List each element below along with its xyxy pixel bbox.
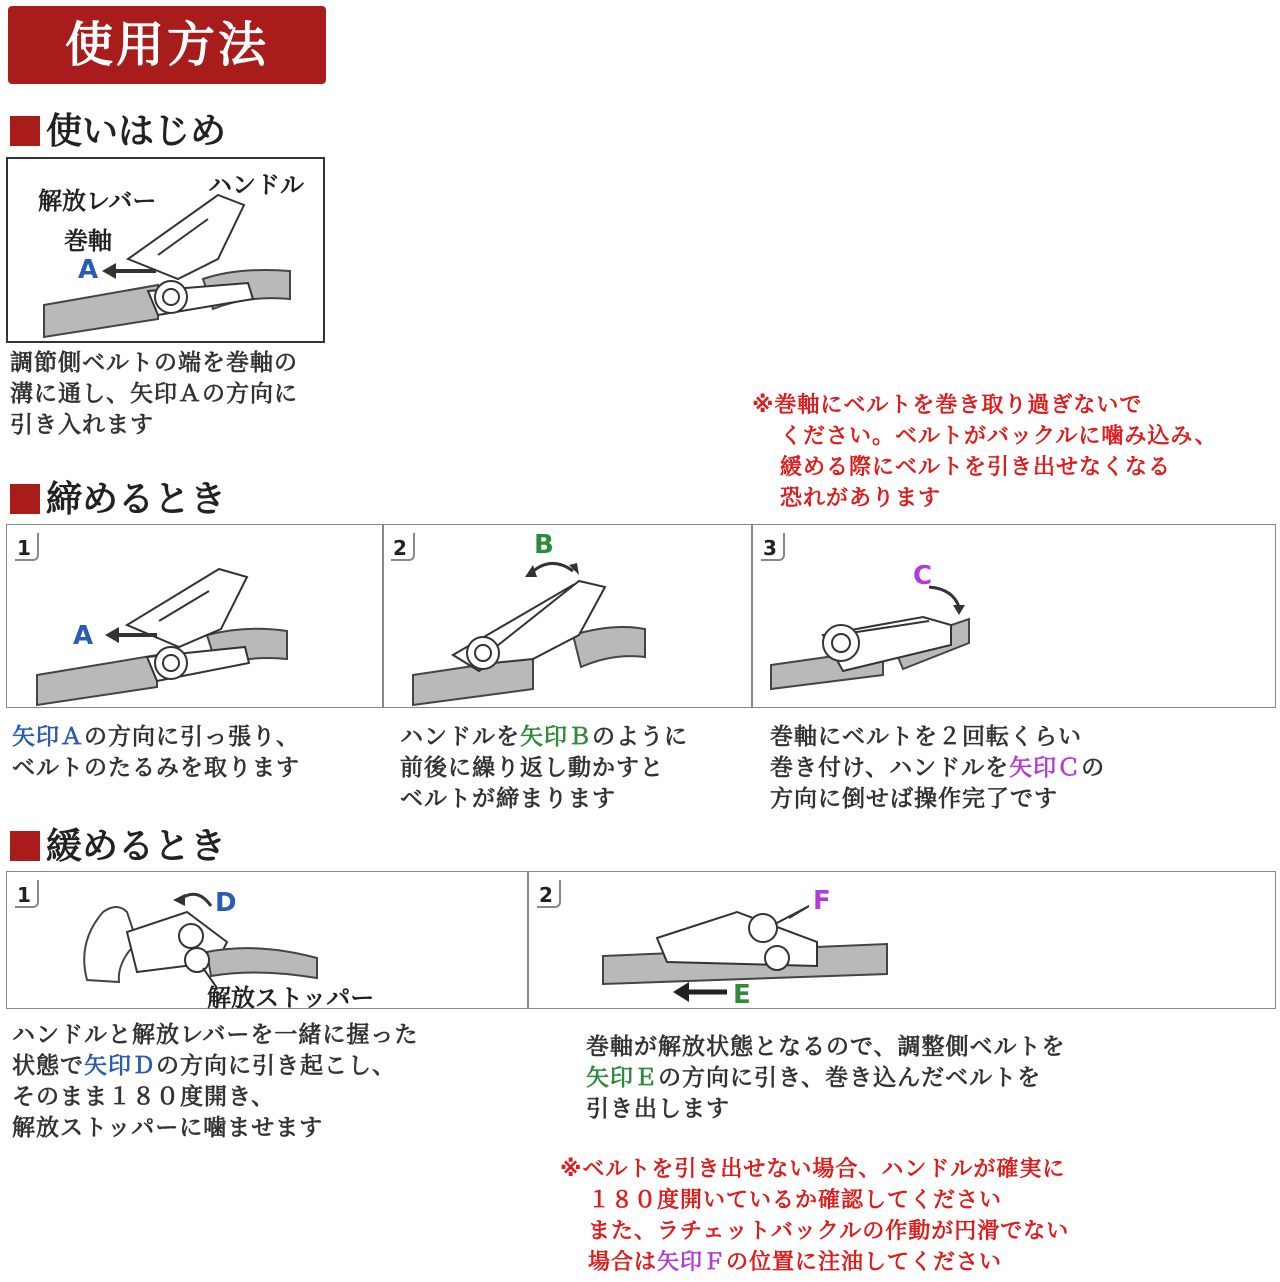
text-line: 方向に倒せば操作完了です [770,786,1058,812]
note2-line3: また、ラチェットバックルの作動が円滑でない [588,1219,1070,1244]
spool-label: 巻軸 [64,227,112,255]
caution-note-2 [560,1154,1069,1278]
step-number: 1 [17,536,31,560]
loosen-step1-text [12,1020,418,1144]
start-text-line2: 溝に通し、矢印Ａの方向に [10,381,298,407]
text-segment: の [1081,755,1106,781]
step-number: 1 [17,883,31,907]
arrow-b-letter: B [534,530,554,560]
text-segment: の方向に引き起こし、 [156,1053,396,1079]
text-line: ベルトが締まります [400,786,616,812]
step-number: 2 [393,536,407,560]
tighten-step2-text [400,722,688,815]
arrow-a-letter: A [78,255,99,285]
text-segment: 巻き付け、ハンドルを [770,755,1010,781]
text-segment: の位置に注油してください [726,1250,1003,1275]
release-lever-label: 解放レバー [38,187,157,215]
text-segment: の方向に引き、巻き込んだベルトを [658,1065,1042,1091]
tighten-step1-text [12,722,300,784]
arrow-a-letter: A [73,621,94,651]
loosen-steps-row [6,871,1276,1012]
text-line: 巻軸が解放状態となるので、調整側ベルトを [586,1034,1066,1060]
ratchet-buckle-icon [383,525,753,709]
note1-line2: ください。ベルトがバックルに噛み込み、 [780,424,1218,449]
ratchet-buckle-icon [7,525,377,709]
caution-note-1 [752,390,1218,514]
note1-line3: 緩める際にベルトを引き出せなくなる [780,455,1172,480]
section-heading-text: 使いはじめ [46,111,227,152]
highlight-arrow-b: 矢印Ｂ [520,724,592,750]
highlight-arrow-a: 矢印Ａ [12,724,84,750]
text-line: 解放ストッパーに噛ませます [12,1115,324,1141]
text-line: ハンドルと解放レバーを一緒に握った [12,1022,419,1048]
text-segment: 場合は [588,1250,658,1275]
ratchet-buckle-icon [753,525,1123,709]
step-number: 3 [763,536,777,560]
handle-label: ハンドル [208,171,304,199]
highlight-arrow-c: 矢印Ｃ [1009,755,1082,781]
note2-line2: １８０度開いているか確認してください [588,1188,1003,1213]
release-stopper-label: 解放ストッパー [207,984,375,1012]
highlight-arrow-e: 矢印Ｅ [586,1065,658,1091]
heading-square-icon [10,484,40,514]
text-segment: の方向に引っ張り、 [84,724,300,750]
arrow-d-letter: D [215,888,237,918]
section-heading-start [10,110,226,154]
start-diagram-panel [6,157,325,343]
ratchet-buckle-icon [527,872,1227,1010]
heading-square-icon [10,831,40,861]
note2-line1: ※ベルトを引き出せない場合、ハンドルが確実に [560,1157,1066,1182]
arrow-e-letter: E [733,980,751,1010]
text-segment: 状態で [12,1053,84,1079]
section-heading-loosen [10,825,226,869]
note1-line4: 恐れがあります [780,486,942,511]
start-instructions [10,348,298,441]
text-line: 前後に繰り返し動かすと [400,755,664,781]
highlight-arrow-f: 矢印Ｆ [657,1250,727,1275]
text-line: そのまま１８０度開き、 [12,1084,276,1110]
heading-square-icon [10,116,40,146]
tighten-steps-row [6,524,1276,708]
section-heading-tighten [10,478,226,522]
section-heading-text: 締めるとき [46,479,227,520]
arrow-f-letter: F [813,886,831,916]
page-title: 使用方法 [8,6,326,84]
text-line: ベルトのたるみを取ります [12,755,300,781]
text-segment: のように [592,724,688,750]
step-number: 2 [539,883,553,907]
section-heading-text: 緩めるとき [46,826,227,867]
text-line: 引き出します [586,1096,730,1122]
text-line: 巻軸にベルトを２回転くらい [770,724,1082,750]
note1-line1: ※巻軸にベルトを巻き取り過ぎないで [752,393,1143,418]
highlight-arrow-d: 矢印Ｄ [84,1053,156,1079]
arrow-c-letter: C [913,561,933,591]
loosen-step2-text [586,1032,1066,1125]
text-segment: ハンドルを [400,724,520,750]
start-text-line3: 引き入れます [10,412,154,438]
tighten-step3-text [770,722,1105,815]
start-text-line1: 調節側ベルトの端を巻軸の [10,350,298,376]
